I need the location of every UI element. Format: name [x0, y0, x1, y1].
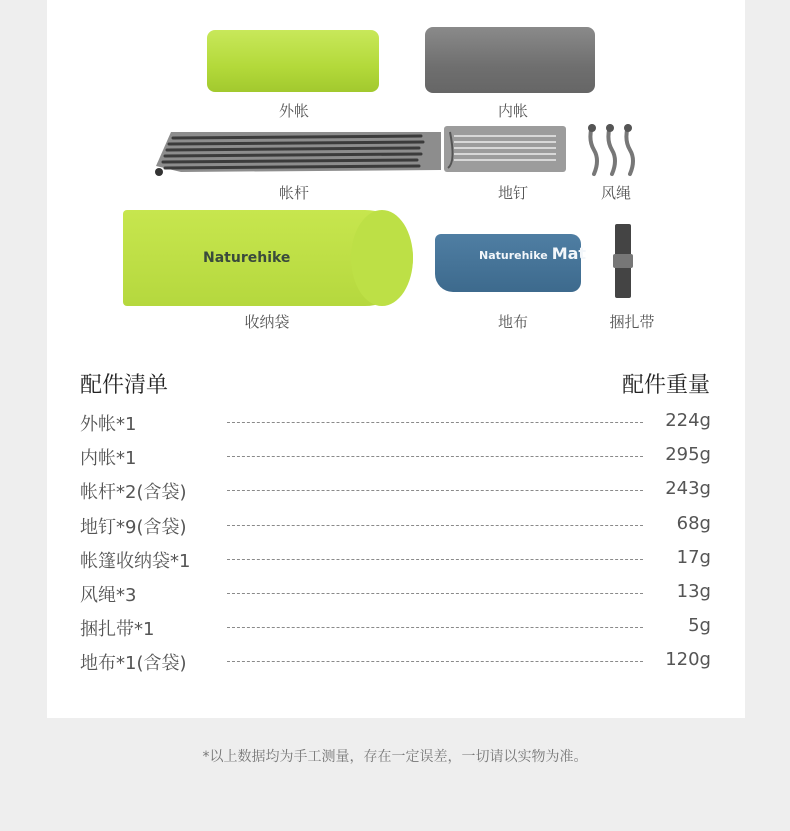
- item-weight: 68g: [676, 512, 711, 534]
- dotted-leader: [227, 456, 643, 457]
- list-item: [80, 649, 711, 673]
- poles-image: [151, 126, 441, 178]
- item-name: 捆扎带*1: [80, 619, 155, 641]
- item-weight: 295g: [665, 444, 711, 466]
- item-weight: 243g: [665, 478, 711, 500]
- mat-logo: Naturehike Mat: [479, 244, 587, 263]
- item-weight: 224g: [665, 410, 711, 431]
- item-name: 地钉*9(含袋): [80, 516, 187, 538]
- footprint-caption: 地布: [497, 313, 528, 331]
- footnote: *以上数据均为手工测量，存在一定误差，一切请以实物为准。: [202, 749, 588, 765]
- dotted-leader: [227, 490, 643, 491]
- inner-tent-caption: 内帐: [497, 102, 528, 120]
- dotted-leader: [227, 593, 643, 594]
- dotted-leader: [227, 627, 643, 628]
- guylines-caption: 风绳: [600, 184, 631, 202]
- strap-image: [615, 224, 631, 298]
- item-weight: 120g: [665, 649, 711, 671]
- list-item: [80, 615, 711, 639]
- accessory-card: [47, 0, 745, 718]
- list-item: [80, 410, 711, 434]
- list-item: [80, 547, 711, 571]
- guylines-image: [582, 120, 644, 178]
- stakes-caption: 地钉: [497, 184, 528, 202]
- list-item: [80, 478, 711, 502]
- list-header-left: 配件清单: [80, 373, 169, 398]
- list-item: [80, 581, 711, 605]
- item-weight: 17g: [676, 546, 711, 568]
- outer-fly-caption: 外帐: [278, 102, 309, 120]
- dotted-leader: [227, 525, 643, 526]
- item-name: 外帐*1: [80, 414, 137, 435]
- storage-bag-image: [123, 210, 413, 306]
- bag-logo: Naturehike: [203, 250, 291, 266]
- list-item: [80, 513, 711, 537]
- item-name: 帐杆*2(含袋): [80, 482, 187, 504]
- item-name: 内帐*1: [80, 448, 137, 470]
- storage-bag-caption: 收纳袋: [244, 313, 290, 331]
- bag-end-cap: [351, 210, 413, 306]
- poles-caption: 帐杆: [278, 184, 309, 202]
- item-name: 风绳*3: [80, 585, 137, 606]
- item-name: 地布*1(含袋): [80, 653, 187, 675]
- inner-tent-image: [425, 27, 595, 93]
- item-weight: 5g: [688, 615, 711, 637]
- outer-fly-image: [207, 30, 379, 92]
- stakes-image: [444, 126, 566, 172]
- footprint-image: [435, 234, 587, 292]
- dotted-leader: [227, 422, 643, 423]
- strap-caption: 捆扎带: [609, 313, 655, 331]
- dotted-leader: [227, 661, 643, 662]
- item-name: 帐篷收纳袋*1: [80, 550, 191, 572]
- list-header-right: 配件重量: [621, 373, 710, 398]
- dotted-leader: [227, 559, 643, 560]
- list-item: [80, 444, 711, 468]
- item-weight: 13g: [676, 581, 711, 602]
